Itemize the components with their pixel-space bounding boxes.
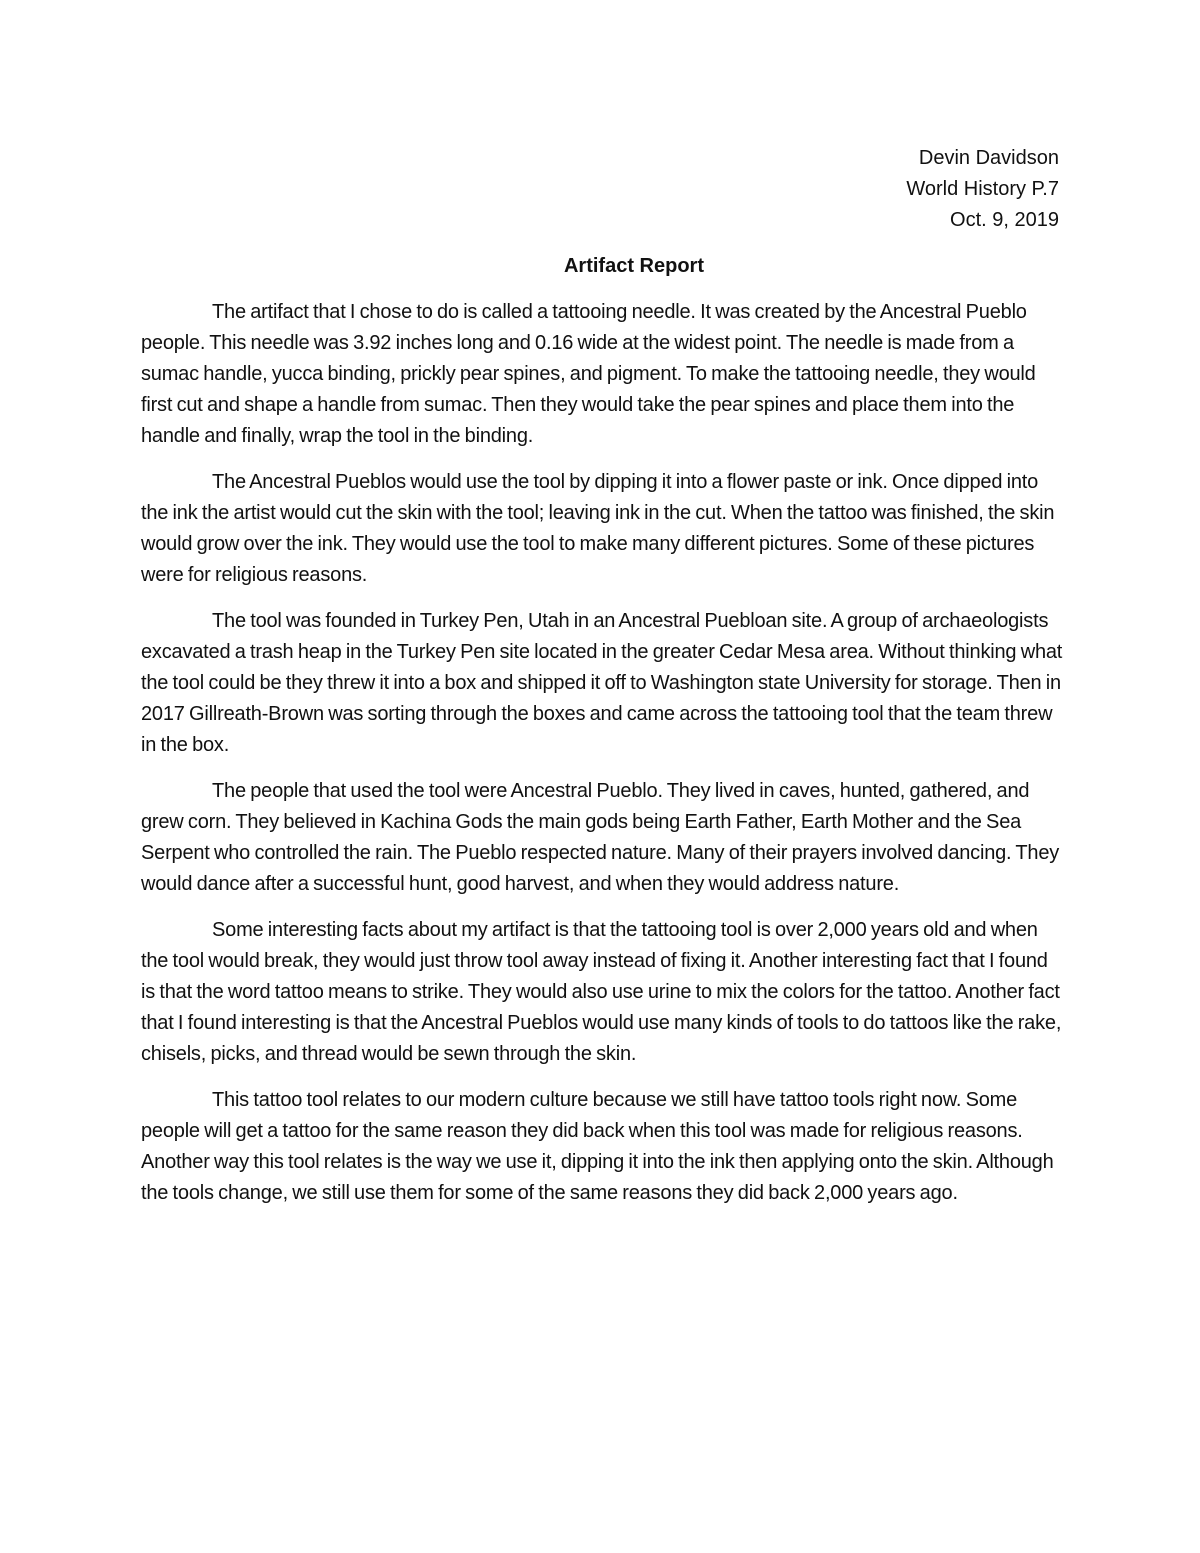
document-title: Artifact Report — [563, 255, 704, 277]
author-name: Devin Davidson — [918, 147, 1059, 169]
header-block — [906, 143, 1059, 236]
paragraph-people: The people that used the tool were Ancestral Pueblo. They lived in caves, hunted, gathered, and grew corn. They believed in Kachina Gods the main gods being Earth Father, Earth Mother and the Sea Serpent who controlled the rain. The Pueblo respected nature. Many of their prayers involved dancing. They would dance after a successful hunt, good harvest, and when they would address nature. — [141, 780, 1060, 895]
paragraph-modern-culture: This tattoo tool relates to our modern culture because we still have tattoo tools right now. Some people will get a tattoo for the same reason they did back when this tool was made for religious reasons. Another way this tool relates is the way we use it, dipping it into the ink then applying onto the skin. Although the tools change, we still use them for some of the same reasons they did back 2,000 years ago. — [141, 1089, 1054, 1204]
course-name: World History P.7 — [906, 178, 1059, 200]
paragraph-interesting-facts: Some interesting facts about my artifact is that the tattooing tool is over 2,000 years old and when the tool would break, they would just throw tool away instead of fixing it. Another interesting fact that I found is that the word tattoo means to strike. They would also use urine to mix the colors for the tattoo. Another fact that I found interesting is that the Ancestral Pueblos would use many kinds of tools to do tattoos like the rake, chisels, picks, and thread would be sewn through the skin. — [141, 919, 1062, 1065]
document-body — [141, 297, 1066, 1224]
paragraph-discovery: The tool was founded in Turkey Pen, Utah in an Ancestral Puebloan site. A group of archaeologists excavated a trash heap in the Turkey Pen site located in the greater Cedar Mesa area. Without thinking what the tool could be they threw it into a box and shipped it off to Washington state University for storage. Then in 2017 Gillreath-Brown was sorting through the boxes and came across the tattooing tool that the team threw in the box. — [141, 610, 1063, 756]
report-date: Oct. 9, 2019 — [950, 209, 1059, 231]
paragraph-tool-usage: The Ancestral Pueblos would use the tool by dipping it into a flower paste or ink. Once dipped into the ink the artist would cut the skin with the tool; leaving ink in the cut. When the tattoo was finished, the skin would grow over the ink. They would use the tool to make many different pictures. Some of these pictures were for religious reasons. — [141, 471, 1055, 586]
paragraph-artifact-description: The artifact that I chose to do is called a tattooing needle. It was created by the Ancestral Pueblo people. This needle was 3.92 inches long and 0.16 wide at the widest point. The needle is made from a sumac handle, yucca binding, prickly pear spines, and pigment. To make the tattooing needle, they would first cut and shape a handle from sumac. Then they would take the pear spines and place them into the handle and finally, wrap the tool in the binding. — [141, 301, 1036, 447]
